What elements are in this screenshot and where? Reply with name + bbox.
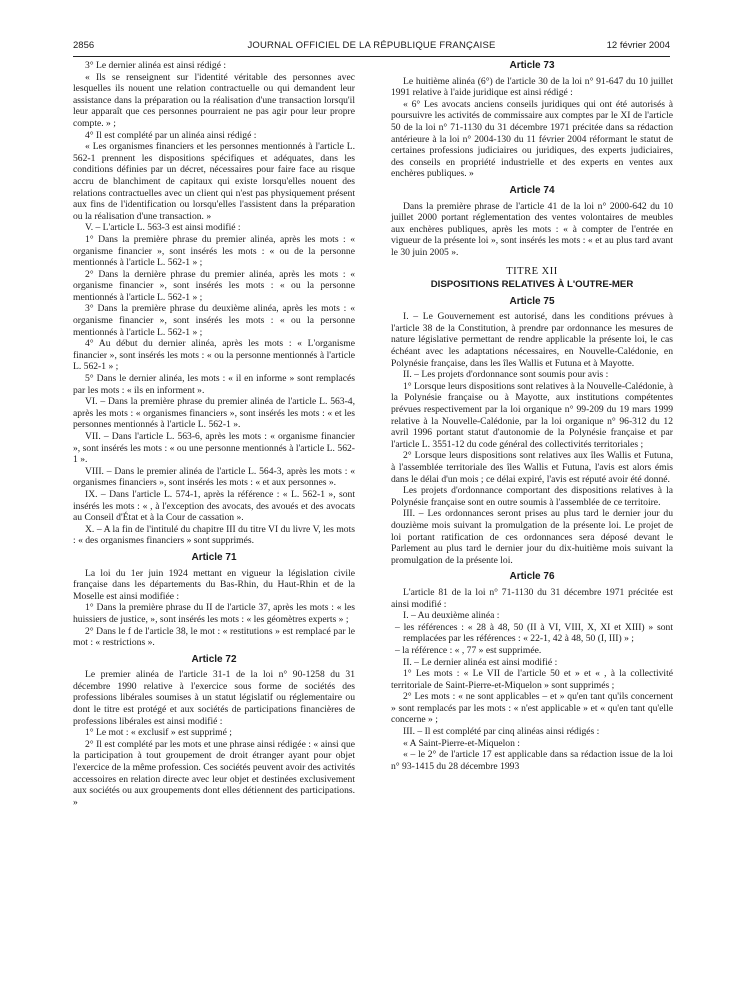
article-76-heading: Article 76 [509,571,555,583]
paragraph: II. – Les projets d'ordonnance sont soumis pour avis : [403,369,609,381]
list-item: – les références : « 28 à 48, 50 (II à VI, VIII, X, XI et XIII) » sont remplacées par les références : « 22-1, 42 à 48, 50 (I, III) » ; [395,621,673,645]
paragraph: « – le 2° de l'article 17 est applicable dans sa rédaction issue de la loi n° 93-1415 du 28 décembre 1993 [391,749,673,772]
paragraph: 2° Les mots : « ne sont applicables – et » qu'en tant qu'ils concernent » sont remplacés par les mots : « n'est applicable » et « qu'en tant qu'elle concerne » ; [391,691,673,726]
paragraph: X. – A la fin de l'intitulé du chapitre III du titre VI du livre V, les mots : « des organismes financiers » sont supprimés. [73,523,355,547]
journal-title: JOURNAL OFFICIEL DE LA RÉPUBLIQUE FRANÇAISE [247,40,496,51]
paragraph: 2° Lorsque leurs dispositions sont relatives aux îles Wallis et Futuna, à l'assemblée territoriale des îles Wallis et Futuna, l'avis est alors émis dans le délai d'un mois ; ce délai expiré, l'avis est réputé avoir été donné. [391,450,673,485]
paragraph: I. – Au deuxième alinéa : [403,610,500,622]
paragraph: 3° Le dernier alinéa est ainsi rédigé : [85,60,227,71]
paragraph: « A Saint-Pierre-et-Miquelon : [403,737,520,749]
paragraph: 4° Il est complété par un alinéa ainsi rédigé : [85,129,257,141]
paragraph: Les projets d'ordonnance comportant des dispositions relatives à la Polynésie française sont en outre soumis à l'assemblée de ce territoire. [391,485,673,508]
left-column [73,60,355,808]
page-header [73,40,670,54]
paragraph: 2° Dans le f de l'article 38, le mot : « restitutions » est remplacé par le mot : « restrictions ». [73,625,355,649]
paragraph: Le huitième alinéa (6°) de l'article 30 de la loi n° 91-647 du 10 juillet 1991 relative à l'aide juridique est ainsi rédigé : [391,75,673,99]
paragraph: I. – Le Gouvernement est autorisé, dans les conditions prévues à l'article 38 de la Constitution, à prendre par ordonnance les mesures de nature législative permettant de rendre applicable la présente loi, le cas échéant avec les adaptations nécessaires, en Nouvelle-Calédonie, en Polynésie française, dans les îles Wallis et Futuna et à Mayotte. [391,311,673,369]
publication-date: 12 février 2004 [606,40,670,51]
article-75-heading: Article 75 [509,295,555,307]
paragraph: Dans la première phrase de l'article 41 de la loi n° 2000-642 du 10 juillet 2000 portant réglementation des ventes volontaires de meubles aux enchères publiques, après les mots : « à compter de l'entrée en vigueur de la présente loi », sont insérés les mots : « et au plus tard avant le 30 juin 2005 ». [391,200,673,258]
article-72-heading: Article 72 [191,653,237,665]
paragraph: 3° Dans la première phrase du deuxième alinéa, après les mots : « organisme financier », sont insérés les mots : « ou la personne mentionnés à l'article L. 562-1 » ; [73,303,355,338]
paragraph: L'article 81 de la loi n° 71-1130 du 31 décembre 1971 précitée est ainsi modifié : [391,586,673,610]
list-item: – la référence : « , 77 » est supprimée. [395,644,542,656]
paragraph: 1° Lorsque leurs dispositions sont relatives à la Nouvelle-Calédonie, à la Polynésie française ou à Mayotte, aux institutions compétentes prévues respectivement par la loi organique n° 99-209 du 19 mars 1999 relative à la Nouvelle-Calédonie, par la loi organique n° 96-312 du 12 avril 1996 portant statut d'autonomie de la Polynésie française et par l'article L. 3551-12 du code général des collectivités territoriales ; [391,380,673,450]
paragraph: VII. – Dans l'article L. 563-6, après les mots : « organisme financier », sont insérés les mots : « ou une personne mentionnés à l'article L. 562-1 ». [73,431,355,466]
page-number: 2856 [73,40,95,51]
paragraph: 1° Les mots : « Le VII de l'article 50 et » et « , à la collectivité territoriale de Saint-Pierre-et-Miquelon » sont supprimés ; [391,668,673,691]
paragraph: La loi du 1er juin 1924 mettant en vigueur la législation civile française dans les départements du Bas-Rhin, du Haut-Rhin et de la Moselle est ainsi modifiée : [73,567,355,602]
paragraph: VIII. – Dans le premier alinéa de l'article L. 564-3, après les mots : « organismes financiers », sont insérés les mots : « et aux personnes ». [73,465,355,489]
paragraph: « Ils se renseignent sur l'identité véritable des personnes avec lesquelles ils nouent une relation contractuelle ou qui demandent leur assistance dans la préparation ou la réalisation d'une transaction lorsqu'il leur apparaît que ces personnes pourraient ne pas agir pour leur propre compte. » ; [73,71,355,129]
paragraph: « Les organismes financiers et les personnes mentionnés à l'article L. 562-1 prennent les dispositions spécifiques et adéquates, dans les conditions définies par un décret, nécessaires pour faire face au risque accru de blanchiment de capitaux qui existe lorsqu'elles nouent des relations contractuelles avec un client qui n'est pas physiquement présent aux fins de l'identification ou lorsqu'elles l'assistent dans la préparation ou la réalisation d'une transaction. » [73,141,355,222]
paragraph: 2° Dans la dernière phrase du premier alinéa, après les mots : « organisme financier », sont insérés les mots : « ou la personne mentionnés à l'article L. 562-1 » ; [73,268,355,303]
titre-heading: TITRE XII [506,265,558,277]
paragraph: 1° Dans la première phrase du premier alinéa, après les mots : « organisme financier », sont insérés les mots : « ou de la personne mentionnés à l'article L. 562-1 » ; [73,233,355,269]
paragraph: 1° Le mot : « exclusif » est supprimé ; [85,727,232,739]
paragraph: 2° Il est complété par les mots et une phrase ainsi rédigée : « ainsi que la participation à tout groupement de droit étranger ayant pour objet l'exercice de la même profession. Ces sociétés peuvent avoir des activités accessoires en relation directe avec leur objet et destinées exclusivement aux sociétés ou aux groupements dont elles détiennent des participations. » [73,738,355,808]
paragraph: 1° Dans la première phrase du II de l'article 37, après les mots : « les huissiers de justice, », sont insérés les mots : « les géomètres experts » ; [73,602,355,625]
paragraph: IX. – Dans l'article L. 574-1, après la référence : « L. 562-1 », sont insérés les mots : « , à l'exception des avocats, des avoués et des avocats au Conseil d'État et à la Cour de cassation ». [73,488,355,524]
paragraph: III. – Les ordonnances seront prises au plus tard le dernier jour du douzième mois suivant la promulgation de la présente loi. Le projet de loi portant ratification de ces ordonnances sera déposé devant le Parlement au plus tard le dernier jour du dix-huitième mois suivant la promulgation de la présente loi. [391,508,673,566]
article-74-heading: Article 74 [509,184,555,196]
right-column [391,60,673,772]
paragraph: II. – Le dernier alinéa est ainsi modifié : [403,656,558,668]
paragraph: V. – L'article L. 563-3 est ainsi modifié : [85,222,241,234]
paragraph: 5° Dans le dernier alinéa, les mots : « il en informe » sont remplacés par les mots : « ils en informent ». [73,373,355,396]
paragraph: Le premier alinéa de l'article 31-1 de la loi n° 90-1258 du 31 décembre 1990 relative à l'exercice sous forme de sociétés des professions libérales soumises à un statut législatif ou réglementaire ou dont le titre est protégé et aux sociétés de participations financières de professions libérales est ainsi modifié : [73,669,355,727]
paragraph: III. – Il est complété par cinq alinéas ainsi rédigés : [403,726,600,738]
article-73-heading: Article 73 [509,60,555,71]
paragraph: 4° Au début du dernier alinéa, après les mots : « L'organisme financier », sont insérés les mots : « ou la personne mentionnés à l'article L. 562-1 » ; [73,338,355,373]
titre-subtitle: DISPOSITIONS RELATIVES À L'OUTRE-MER [430,279,634,291]
header-rule [73,56,670,57]
paragraph: « 6° Les avocats anciens conseils juridiques qui ont été autorisés à poursuivre les activités de commissaire aux comptes par le XI de l'article 50 de la loi n° 71-1130 du 31 décembre 1971 précitée dans sa rédaction antérieure à la loi n° 2004-130 du 11 février 2004 réformant le statut de certaines professions judiciaires ou juridiques, des experts judiciaires, des conseils en propriété industrielle et des experts en ventes aux enchères publiques. » [391,98,673,180]
article-71-heading: Article 71 [191,551,237,563]
paragraph: VI. – Dans la première phrase du premier alinéa de l'article L. 563-4, après les mots : « organismes financiers », sont insérés les mots : « et les personnes mentionnés à l'article L. 562-1 ». [73,396,355,431]
